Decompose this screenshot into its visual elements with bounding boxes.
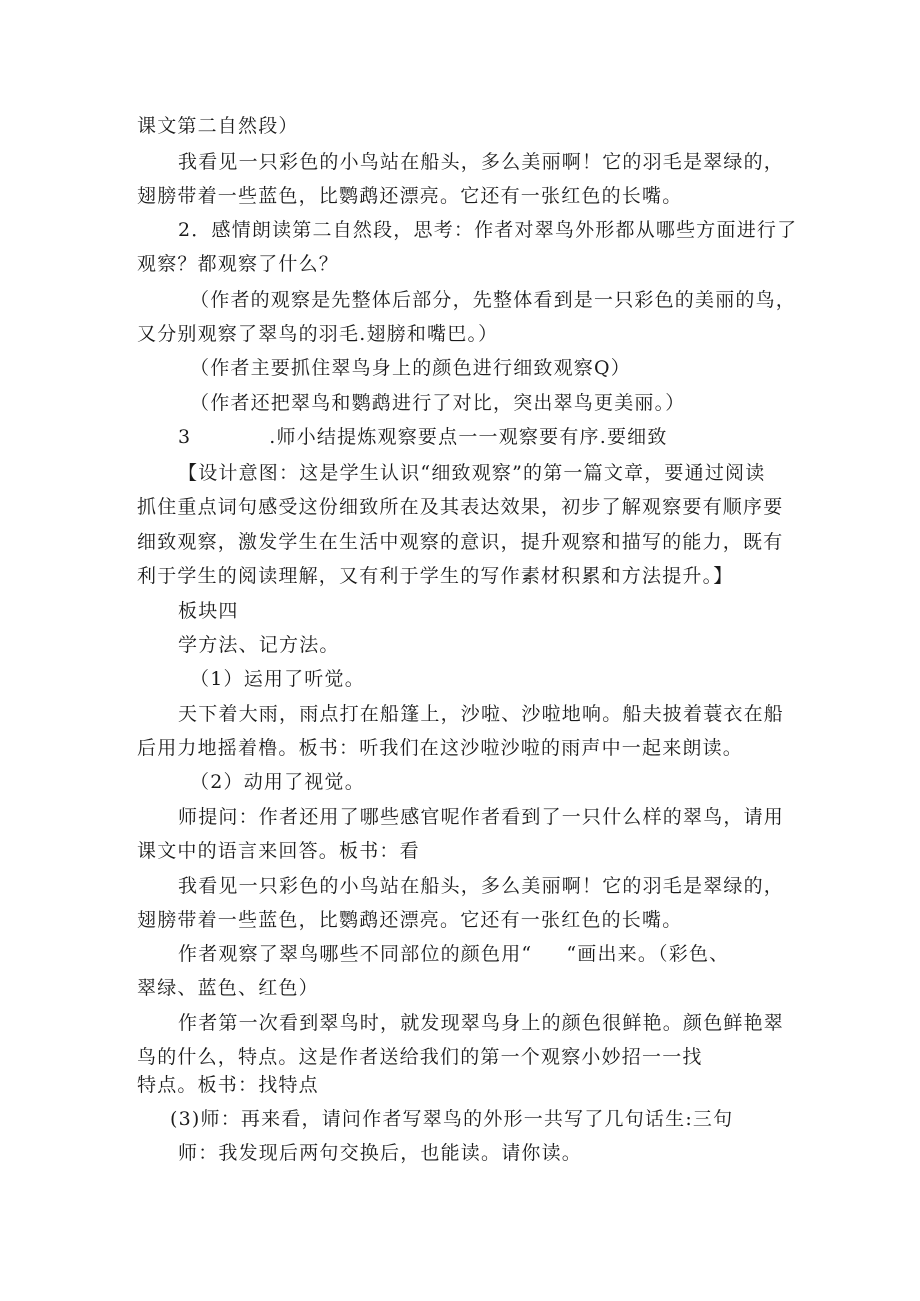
list-text: .师小结提炼观察要点一一观察要有序.要细致 (269, 426, 668, 448)
text-line: 课文第二自然段） (137, 115, 299, 137)
text-line: 鸟的什么，特点。这是作者送给我们的第一个观察小妙招一一找 (137, 1046, 703, 1068)
text-line: 我看见一只彩色的小鸟站在船头，多么美丽啊！它的羽毛是翠绿的， (178, 151, 785, 173)
text-line: 翅膀带着一些蓝色，比鹦鹉还漂亮。它还有一张红色的长嘴。 (137, 909, 683, 931)
text-line: 抓住重点词句感受这份细致所在及其表达效果，初步了解观察要有顺序要 (137, 496, 784, 518)
text-line: 课文中的语言来回答。板书：看 (137, 840, 420, 862)
text-line: 翠绿、蓝色、红色） (137, 977, 319, 999)
list-number: 3 (178, 426, 192, 448)
text-line: （1）运用了听觉。 (190, 668, 365, 690)
text-line: 天下着大雨，雨点打在船篷上，沙啦、沙啦地响。船夫披着蓑衣在船 (178, 703, 785, 725)
text-line: （作者的观察是先整体后部分，先整体看到是一只彩色的美丽的鸟， (190, 289, 797, 311)
text-line: 师：我发现后两句交换后，也能读。请你读。 (178, 1142, 583, 1164)
text-line: 观察？都观察了什么？ (137, 253, 340, 275)
text-line: （作者主要抓住翠鸟身上的颜色进行细致观察Q） (190, 357, 631, 379)
text-line: 细致观察，激发学生在生活中观察的意识，提升观察和描写的能力，既有 (137, 531, 784, 553)
text-line (178, 941, 729, 967)
text-line: 【设计意图：这是学生认识“细致观察”的第一篇文章，要通过阅读 (178, 462, 766, 484)
text-line: （2）动用了视觉。 (190, 771, 365, 793)
section-heading: 板块四 (178, 600, 239, 622)
text-line: 学方法、记方法。 (178, 634, 340, 656)
text-line: 后用力地摇着橹。板书：听我们在这沙啦沙啦的雨声中一起来朗读。 (137, 737, 744, 759)
text-line: 利于学生的阅读理解，又有利于学生的写作素材积累和方法提升。】 (137, 565, 734, 587)
text-line: 2．感情朗读第二自然段，思考：作者对翠鸟外形都从哪些方面进行了 (178, 219, 798, 241)
text-line: 又分别观察了翠鸟的羽毛.翅膀和嘴巴。） (137, 323, 499, 345)
text-line: 特点。板书：找特点 (137, 1074, 319, 1096)
text-line: （作者还把翠鸟和鹦鹉进行了对比，突出翠鸟更美丽。） (190, 392, 686, 414)
text-line: 我看见一只彩色的小鸟站在船头，多么美丽啊！它的羽毛是翠绿的， (178, 875, 785, 897)
text-segment: “画出来。（彩色、 (566, 943, 730, 965)
text-line: 作者第一次看到翠鸟时，就发现翠鸟身上的颜色很鲜艳。颜色鲜艳翠 (178, 1012, 785, 1034)
text-line: (3)师：再来看，请问作者写翠鸟的外形一共写了几句话生:三句 (170, 1108, 734, 1130)
text-line: 师提问：作者还用了哪些感官呢作者看到了一只什么样的翠鸟，请用 (178, 806, 785, 828)
text-line: 翅膀带着一些蓝色，比鹦鹉还漂亮。它还有一张红色的长嘴。 (137, 185, 683, 207)
text-segment: 作者观察了翠鸟哪些不同部位的颜色用“ (178, 943, 533, 965)
text-line (178, 424, 668, 450)
